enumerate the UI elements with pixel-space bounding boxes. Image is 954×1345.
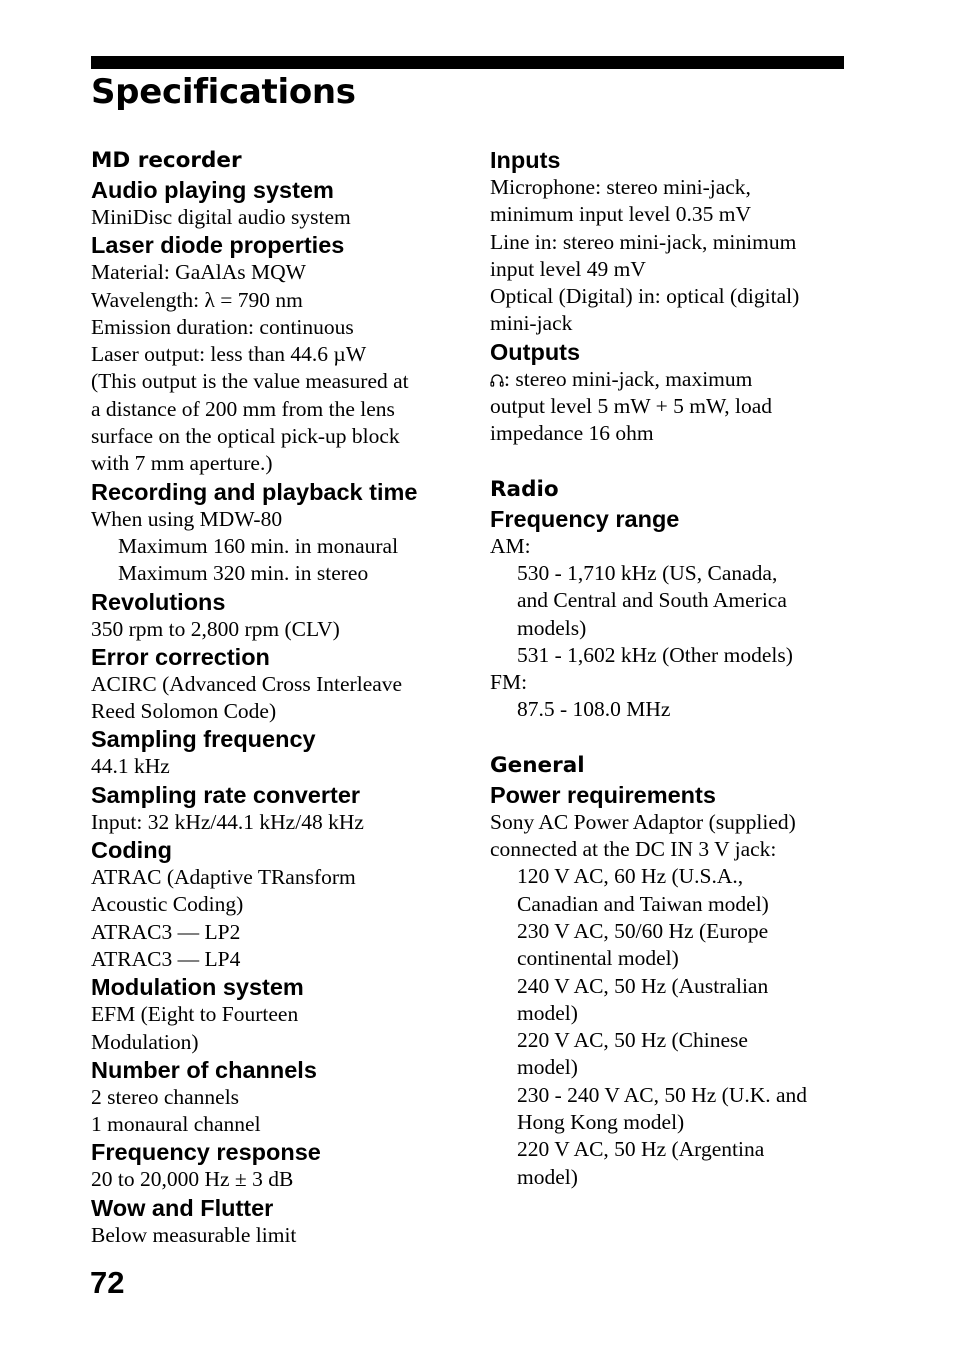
spec-value: Maximum 160 min. in monaural (118, 533, 399, 558)
spec-value: connected at the DC IN 3 V jack: (490, 837, 777, 862)
spec-value: model) (517, 1000, 578, 1025)
spec-value: AM: (490, 533, 531, 558)
spec-value: ATRAC (Adaptive TRansform (91, 865, 356, 890)
spec-value: 220 V AC, 50 Hz (Chinese (517, 1028, 748, 1053)
spec-value: with 7 mm aperture.) (91, 451, 273, 476)
spec-heading: Number of channels (91, 1056, 317, 1083)
page-number: 72 (90, 1265, 125, 1300)
spec-value: continental model) (517, 946, 679, 971)
spec-heading: Coding (91, 837, 172, 864)
spec-value: 350 rpm to 2,800 rpm (CLV) (91, 616, 340, 641)
section-heading: MD recorder (91, 148, 242, 173)
spec-value: Material: GaAlAs MQW (91, 260, 306, 285)
spec-heading: Sampling rate converter (91, 781, 361, 808)
section-heading: General (490, 752, 585, 778)
spec-value: Below measurable limit (91, 1222, 297, 1247)
spec-value: Laser output: less than 44.6 µW (91, 342, 367, 367)
spec-value: EFM (Eight to Fourteen (91, 1002, 299, 1027)
spec-heading: Revolutions (91, 588, 226, 615)
spec-value: ATRAC3 — LP2 (91, 919, 241, 944)
spec-value: Input: 32 kHz/44.1 kHz/48 kHz (91, 809, 364, 834)
spec-value: mini-jack (490, 311, 573, 336)
spec-value: Optical (Digital) in: optical (digital) (490, 284, 800, 309)
spec-value (490, 366, 862, 393)
spec-value: 87.5 - 108.0 MHz (517, 697, 671, 722)
spec-value: model) (517, 1055, 578, 1080)
spec-value: Microphone: stereo mini-jack, (490, 175, 751, 199)
spec-heading: Frequency range (490, 505, 680, 532)
spec-value-text: : stereo mini-jack, maximum (504, 366, 753, 391)
spec-value: a distance of 200 mm from the lens (91, 396, 395, 421)
spec-heading: Audio playing system (91, 177, 334, 203)
spec-value: 120 V AC, 60 Hz (U.S.A., (517, 864, 744, 889)
spec-value: 230 V AC, 50/60 Hz (Europe (517, 918, 769, 943)
spec-value: 240 V AC, 50 Hz (Australian (517, 973, 769, 998)
spec-heading: Wow and Flutter (91, 1194, 274, 1221)
spec-value: When using MDW-80 (91, 506, 283, 531)
spec-value: Canadian and Taiwan model) (517, 891, 769, 916)
spec-value: model) (517, 1164, 578, 1189)
spec-value: FM: (490, 670, 528, 695)
spec-value: Acoustic Coding) (91, 892, 244, 917)
spec-value: Reed Solomon Code) (91, 699, 277, 724)
spec-value: Line in: stereo mini-jack, minimum (490, 229, 797, 254)
section-heading: Radio (490, 476, 559, 502)
spec-value: ACIRC (Advanced Cross Interleave (91, 671, 403, 696)
spec-heading: Power requirements (490, 781, 716, 808)
spec-value: impedance 16 ohm (490, 421, 654, 446)
spec-heading: Error correction (91, 643, 270, 670)
spec-value: input level 49 mV (490, 256, 646, 281)
spec-value: MiniDisc digital audio system (91, 205, 351, 229)
spec-value: 20 to 20,000 Hz ± 3 dB (91, 1167, 294, 1192)
spec-heading: Frequency response (91, 1139, 321, 1166)
spec-value: (This output is the value measured at (91, 369, 409, 394)
spec-heading: Recording and playback time (91, 478, 418, 505)
spec-value: Wavelength: λ = 790 nm (91, 287, 303, 312)
spec-value: Maximum 320 min. in stereo (118, 561, 369, 586)
spec-heading: Sampling frequency (91, 726, 316, 753)
spec-value: 230 - 240 V AC, 50 Hz (U.K. and (517, 1082, 808, 1107)
page-title: Specifications (91, 72, 356, 112)
spec-value: ATRAC3 — LP4 (91, 946, 241, 971)
spec-value: minimum input level 0.35 mV (490, 202, 751, 227)
spec-value: output level 5 mW + 5 mW, load (490, 394, 773, 419)
title-rule (91, 56, 844, 69)
spec-heading: Modulation system (91, 974, 304, 1001)
spec-value: surface on the optical pick-up block (91, 424, 400, 449)
spec-value: 530 - 1,710 kHz (US, Canada, (517, 560, 778, 585)
spec-column-left (91, 146, 471, 1249)
spec-value: Sony AC Power Adaptor (supplied) (490, 809, 796, 834)
spec-value: 531 - 1,602 kHz (Other models) (517, 642, 793, 667)
spec-heading: Outputs (490, 338, 581, 365)
spec-value: 2 stereo channels (91, 1084, 240, 1109)
spec-value: models) (517, 615, 587, 640)
spec-value: Modulation) (91, 1029, 199, 1054)
spec-value: 44.1 kHz (91, 754, 170, 779)
spec-value: and Central and South America (517, 588, 787, 613)
spec-value: 220 V AC, 50 Hz (Argentina (517, 1137, 765, 1162)
headphones-icon (490, 367, 504, 381)
spec-heading: Laser diode properties (91, 232, 345, 259)
spec-column-right (490, 146, 862, 1191)
spec-value: Emission duration: continuous (91, 314, 354, 339)
spec-value: 1 monaural channel (91, 1112, 261, 1137)
spec-heading: Inputs (490, 147, 561, 173)
spec-value: Hong Kong model) (517, 1110, 685, 1135)
